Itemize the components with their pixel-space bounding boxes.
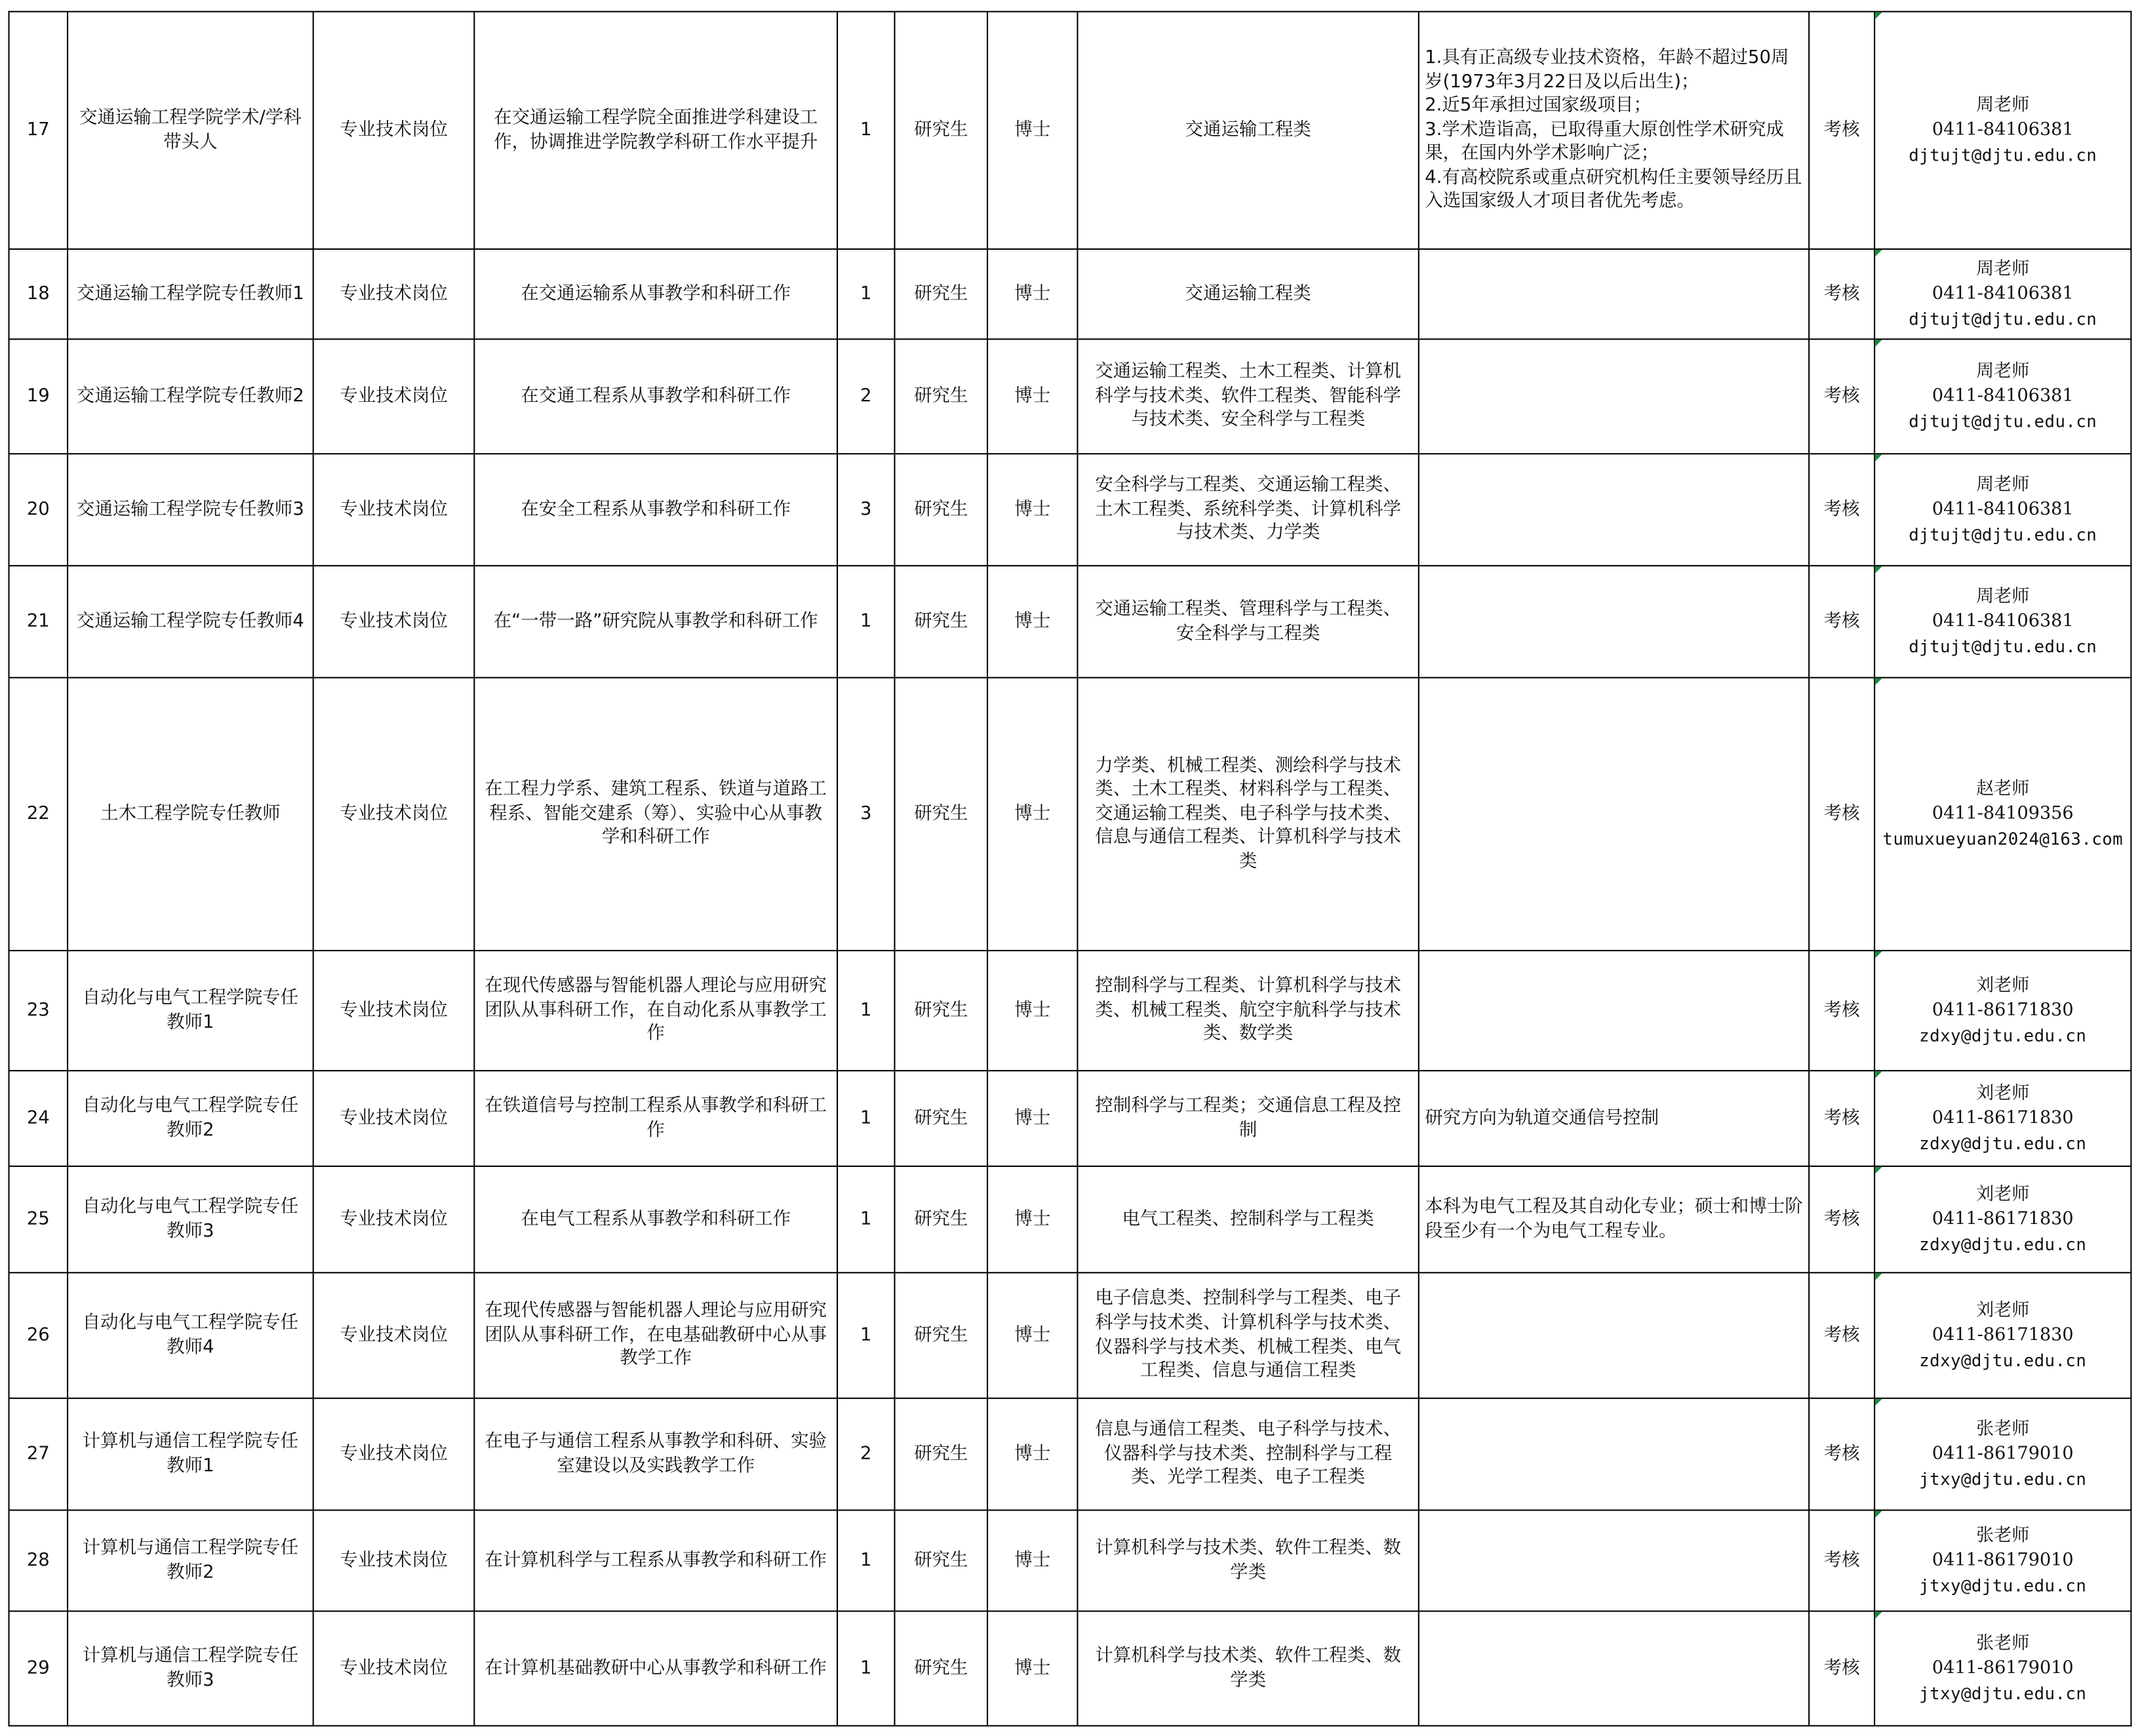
position-name-cell: 计算机与通信工程学院专任教师3	[68, 1611, 313, 1726]
requirements-cell	[1419, 339, 1809, 454]
education-cell: 研究生	[894, 1611, 987, 1726]
position-name-cell: 计算机与通信工程学院专任教师2	[68, 1510, 313, 1611]
seq-cell: 22	[9, 678, 68, 951]
contact-name: 张老师	[1976, 1525, 2030, 1546]
position-name-cell: 交通运输工程学院专任教师3	[68, 454, 313, 566]
method-cell: 考核	[1809, 1071, 1874, 1166]
requirement-item: 3.学术造诣高，已取得重大原创性学术研究成果，在国内外学术影响广泛；	[1425, 119, 1784, 165]
method-cell: 考核	[1809, 678, 1874, 951]
cell-comment-marker-icon	[1875, 566, 1882, 573]
table-row	[9, 12, 2131, 249]
contact-cell	[1874, 1071, 2131, 1166]
position-category-cell: 专业技术岗位	[313, 454, 475, 566]
cell-comment-marker-icon	[1875, 1511, 1882, 1518]
requirements-cell	[1419, 454, 1809, 566]
requirements-cell	[1419, 1071, 1809, 1166]
degree-cell: 博士	[987, 1166, 1077, 1272]
major-cell: 交通运输工程类、土木工程类、计算机科学与技术类、软件工程类、智能科学与技术类、安全科学与工程类	[1077, 339, 1418, 454]
position-category-cell: 专业技术岗位	[313, 1611, 475, 1726]
contact-email: jtxy@djtu.edu.cn	[1919, 1682, 2087, 1703]
position-name-cell: 计算机与通信工程学院专任教师1	[68, 1398, 313, 1510]
duties-cell: 在工程力学系、建筑工程系、铁道与道路工程系、智能交建系（筹）、实验中心从事教学和科研工作	[474, 678, 837, 951]
contact-email: djtujt@djtu.edu.cn	[1909, 410, 2097, 431]
degree-cell: 博士	[987, 1398, 1077, 1510]
position-category-cell: 专业技术岗位	[313, 249, 475, 339]
method-cell: 考核	[1809, 1272, 1874, 1398]
contact-name: 周老师	[1976, 361, 2030, 382]
contact-phone: 0411-84109356	[1932, 803, 2074, 824]
contact-phone: 0411-84106381	[1932, 119, 2074, 140]
contact-phone: 0411-86171830	[1932, 1208, 2074, 1229]
requirements-cell	[1419, 1611, 1809, 1726]
degree-cell: 博士	[987, 339, 1077, 454]
duties-cell: 在交通运输系从事教学和科研工作	[474, 249, 837, 339]
headcount-cell: 1	[837, 249, 894, 339]
method-cell: 考核	[1809, 249, 1874, 339]
education-cell: 研究生	[894, 951, 987, 1071]
major-cell: 安全科学与工程类、交通运输工程类、土木工程类、系统科学类、计算机科学与技术类、力学类	[1077, 454, 1418, 566]
seq-cell: 17	[9, 12, 68, 249]
contact-email: djtujt@djtu.edu.cn	[1909, 635, 2097, 656]
cell-comment-marker-icon	[1875, 340, 1882, 346]
method-cell: 考核	[1809, 12, 1874, 249]
position-category-cell: 专业技术岗位	[313, 1398, 475, 1510]
cell-comment-marker-icon	[1875, 454, 1882, 461]
table-row	[9, 339, 2131, 454]
headcount-cell: 3	[837, 454, 894, 566]
duties-cell: 在交通运输工程学院全面推进学科建设工作，协调推进学院教学科研工作水平提升	[474, 12, 837, 249]
position-category-cell: 专业技术岗位	[313, 1071, 475, 1166]
headcount-cell: 1	[837, 12, 894, 249]
position-category-cell: 专业技术岗位	[313, 566, 475, 678]
table-row	[9, 1166, 2131, 1272]
seq-cell: 20	[9, 454, 68, 566]
seq-cell: 26	[9, 1272, 68, 1398]
contact-phone: 0411-86179010	[1932, 1657, 2074, 1678]
position-category-cell: 专业技术岗位	[313, 1510, 475, 1611]
headcount-cell: 2	[837, 339, 894, 454]
method-cell: 考核	[1809, 1166, 1874, 1272]
position-name-cell: 交通运输工程学院专任教师4	[68, 566, 313, 678]
major-cell: 电子信息类、控制科学与工程类、电子科学与技术类、计算机科学与技术类、仪器科学与技术类、机械工程类、电气工程类、信息与通信工程类	[1077, 1272, 1418, 1398]
degree-cell: 博士	[987, 12, 1077, 249]
seq-cell: 24	[9, 1071, 68, 1166]
contact-phone: 0411-84106381	[1932, 610, 2074, 631]
major-cell: 力学类、机械工程类、测绘科学与技术类、土木工程类、材料科学与工程类、交通运输工程类、电子科学与技术类、信息与通信工程类、计算机科学与技术类	[1077, 678, 1418, 951]
method-cell: 考核	[1809, 1398, 1874, 1510]
duties-cell: 在计算机科学与工程系从事教学和科研工作	[474, 1510, 837, 1611]
contact-cell	[1874, 454, 2131, 566]
position-name-cell: 交通运输工程学院学术/学科带头人	[68, 12, 313, 249]
seq-cell: 25	[9, 1166, 68, 1272]
contact-phone: 0411-84106381	[1932, 385, 2074, 406]
requirements-cell	[1419, 566, 1809, 678]
contact-phone: 0411-86171830	[1932, 1107, 2074, 1128]
position-category-cell: 专业技术岗位	[313, 1166, 475, 1272]
major-cell: 交通运输工程类	[1077, 12, 1418, 249]
method-cell: 考核	[1809, 951, 1874, 1071]
duties-cell: 在电气工程系从事教学和科研工作	[474, 1166, 837, 1272]
education-cell: 研究生	[894, 566, 987, 678]
degree-cell: 博士	[987, 1611, 1077, 1726]
contact-cell	[1874, 1611, 2131, 1726]
contact-name: 刘老师	[1976, 975, 2030, 996]
requirement-item: 4.有高校院系或重点研究机构任主要领导经历且入选国家级人才项目者优先考虑。	[1425, 167, 1802, 212]
contact-email: jtxy@djtu.edu.cn	[1919, 1574, 2087, 1595]
contact-email: zdxy@djtu.edu.cn	[1919, 1233, 2087, 1254]
headcount-cell: 1	[837, 1166, 894, 1272]
position-category-cell: 专业技术岗位	[313, 12, 475, 249]
contact-name: 赵老师	[1976, 778, 2030, 799]
duties-cell: 在电子与通信工程系从事教学和科研、实验室建设以及实践教学工作	[474, 1398, 837, 1510]
cell-comment-marker-icon	[1875, 1612, 1882, 1619]
degree-cell: 博士	[987, 1071, 1077, 1166]
requirement-item: 2.近5年承担过国家级项目；	[1425, 95, 1652, 117]
contact-cell	[1874, 566, 2131, 678]
contact-email: djtujt@djtu.edu.cn	[1909, 307, 2097, 328]
degree-cell: 博士	[987, 951, 1077, 1071]
duties-cell: 在“一带一路”研究院从事教学和科研工作	[474, 566, 837, 678]
cell-comment-marker-icon	[1875, 12, 1882, 19]
headcount-cell: 1	[837, 1510, 894, 1611]
education-cell: 研究生	[894, 1510, 987, 1611]
education-cell: 研究生	[894, 1272, 987, 1398]
requirements-cell	[1419, 678, 1809, 951]
education-cell: 研究生	[894, 339, 987, 454]
position-category-cell: 专业技术岗位	[313, 339, 475, 454]
duties-cell: 在铁道信号与控制工程系从事教学和科研工作	[474, 1071, 837, 1166]
table-row	[9, 454, 2131, 566]
requirement-item: 研究方向为轨道交通信号控制	[1425, 1107, 1659, 1129]
education-cell: 研究生	[894, 678, 987, 951]
seq-cell: 19	[9, 339, 68, 454]
major-cell: 交通运输工程类、管理科学与工程类、安全科学与工程类	[1077, 566, 1418, 678]
contact-phone: 0411-86179010	[1932, 1443, 2074, 1464]
method-cell: 考核	[1809, 1510, 1874, 1611]
contact-cell	[1874, 249, 2131, 339]
requirement-item: 1.具有正高级专业技术资格，年龄不超过50周岁(1973年3月22日及以后出生)；	[1425, 47, 1789, 92]
contact-email: zdxy@djtu.edu.cn	[1919, 1024, 2087, 1045]
major-cell: 交通运输工程类	[1077, 249, 1418, 339]
cell-comment-marker-icon	[1875, 951, 1882, 958]
contact-email: djtujt@djtu.edu.cn	[1909, 523, 2097, 544]
table-row	[9, 678, 2131, 951]
contact-cell	[1874, 1510, 2131, 1611]
seq-cell: 18	[9, 249, 68, 339]
contact-cell	[1874, 678, 2131, 951]
degree-cell: 博士	[987, 249, 1077, 339]
table-row	[9, 1510, 2131, 1611]
cell-comment-marker-icon	[1875, 679, 1882, 685]
contact-name: 张老师	[1976, 1419, 2030, 1440]
seq-cell: 21	[9, 566, 68, 678]
contact-name: 周老师	[1976, 94, 2030, 115]
duties-cell: 在交通工程系从事教学和科研工作	[474, 339, 837, 454]
contact-cell	[1874, 1398, 2131, 1510]
education-cell: 研究生	[894, 1398, 987, 1510]
headcount-cell: 1	[837, 951, 894, 1071]
requirements-cell	[1419, 1272, 1809, 1398]
requirement-item: 本科为电气工程及其自动化专业；硕士和博士阶段至少有一个为电气工程专业。	[1425, 1196, 1803, 1242]
major-cell: 计算机科学与技术类、软件工程类、数学类	[1077, 1510, 1418, 1611]
duties-cell: 在现代传感器与智能机器人理论与应用研究团队从事科研工作，在自动化系从事教学工作	[474, 951, 837, 1071]
contact-cell	[1874, 1166, 2131, 1272]
cell-comment-marker-icon	[1875, 1071, 1882, 1078]
contact-phone: 0411-84106381	[1932, 498, 2074, 520]
contact-name: 周老师	[1976, 474, 2030, 495]
position-category-cell: 专业技术岗位	[313, 951, 475, 1071]
contact-name: 刘老师	[1976, 1299, 2030, 1321]
position-name-cell: 自动化与电气工程学院专任教师2	[68, 1071, 313, 1166]
degree-cell: 博士	[987, 566, 1077, 678]
major-cell: 电气工程类、控制科学与工程类	[1077, 1166, 1418, 1272]
method-cell: 考核	[1809, 454, 1874, 566]
major-cell: 信息与通信工程类、电子科学与技术、仪器科学与技术类、控制科学与工程类、光学工程类、电子工程类	[1077, 1398, 1418, 1510]
contact-email: tumuxueyuan2024@163.com	[1882, 827, 2124, 848]
degree-cell: 博士	[987, 1272, 1077, 1398]
recruitment-table	[8, 11, 2131, 1727]
position-category-cell: 专业技术岗位	[313, 678, 475, 951]
headcount-cell: 1	[837, 1272, 894, 1398]
education-cell: 研究生	[894, 249, 987, 339]
table-row	[9, 566, 2131, 678]
table-row	[9, 249, 2131, 339]
contact-name: 刘老师	[1976, 1183, 2030, 1205]
headcount-cell: 1	[837, 1071, 894, 1166]
position-name-cell: 自动化与电气工程学院专任教师4	[68, 1272, 313, 1398]
contact-email: zdxy@djtu.edu.cn	[1919, 1349, 2087, 1370]
contact-name: 周老师	[1976, 586, 2030, 607]
seq-cell: 27	[9, 1398, 68, 1510]
contact-name: 刘老师	[1976, 1082, 2030, 1104]
major-cell: 控制科学与工程类、计算机科学与技术类、机械工程类、航空宇航科学与技术类、数学类	[1077, 951, 1418, 1071]
position-name-cell: 自动化与电气工程学院专任教师1	[68, 951, 313, 1071]
table-row	[9, 1611, 2131, 1726]
seq-cell: 28	[9, 1510, 68, 1611]
table-row	[9, 1272, 2131, 1398]
contact-email: zdxy@djtu.edu.cn	[1919, 1132, 2087, 1153]
education-cell: 研究生	[894, 1071, 987, 1166]
contact-phone: 0411-84106381	[1932, 283, 2074, 304]
requirements-cell	[1419, 951, 1809, 1071]
degree-cell: 博士	[987, 454, 1077, 566]
major-cell: 计算机科学与技术类、软件工程类、数学类	[1077, 1611, 1418, 1726]
headcount-cell: 3	[837, 678, 894, 951]
method-cell: 考核	[1809, 566, 1874, 678]
duties-cell: 在安全工程系从事教学和科研工作	[474, 454, 837, 566]
table-row	[9, 1398, 2131, 1510]
education-cell: 研究生	[894, 454, 987, 566]
method-cell: 考核	[1809, 1611, 1874, 1726]
method-cell: 考核	[1809, 339, 1874, 454]
contact-cell	[1874, 12, 2131, 249]
requirements-cell	[1419, 12, 1809, 249]
cell-comment-marker-icon	[1875, 1399, 1882, 1406]
seq-cell: 29	[9, 1611, 68, 1726]
contact-phone: 0411-86171830	[1932, 1324, 2074, 1345]
requirements-cell	[1419, 1166, 1809, 1272]
major-cell: 控制科学与工程类；交通信息工程及控制	[1077, 1071, 1418, 1166]
contact-email: djtujt@djtu.edu.cn	[1909, 144, 2097, 165]
degree-cell: 博士	[987, 1510, 1077, 1611]
position-name-cell: 土木工程学院专任教师	[68, 678, 313, 951]
headcount-cell: 2	[837, 1398, 894, 1510]
requirements-cell	[1419, 1398, 1809, 1510]
position-name-cell: 自动化与电气工程学院专任教师3	[68, 1166, 313, 1272]
position-name-cell: 交通运输工程学院专任教师2	[68, 339, 313, 454]
table-row	[9, 1071, 2131, 1166]
cell-comment-marker-icon	[1875, 1167, 1882, 1174]
requirements-cell	[1419, 1510, 1809, 1611]
contact-cell	[1874, 1272, 2131, 1398]
table-row	[9, 951, 2131, 1071]
degree-cell: 博士	[987, 678, 1077, 951]
cell-comment-marker-icon	[1875, 250, 1882, 256]
education-cell: 研究生	[894, 1166, 987, 1272]
contact-phone: 0411-86171830	[1932, 999, 2074, 1021]
headcount-cell: 1	[837, 566, 894, 678]
duties-cell: 在现代传感器与智能机器人理论与应用研究团队从事科研工作，在电基础教研中心从事教学工作	[474, 1272, 837, 1398]
requirements-cell	[1419, 249, 1809, 339]
headcount-cell: 1	[837, 1611, 894, 1726]
position-name-cell: 交通运输工程学院专任教师1	[68, 249, 313, 339]
contact-name: 周老师	[1976, 258, 2030, 279]
contact-name: 张老师	[1976, 1632, 2030, 1654]
seq-cell: 23	[9, 951, 68, 1071]
education-cell: 研究生	[894, 12, 987, 249]
contact-email: jtxy@djtu.edu.cn	[1919, 1467, 2087, 1489]
duties-cell: 在计算机基础教研中心从事教学和科研工作	[474, 1611, 837, 1726]
contact-phone: 0411-86179010	[1932, 1549, 2074, 1571]
contact-cell	[1874, 339, 2131, 454]
contact-cell	[1874, 951, 2131, 1071]
cell-comment-marker-icon	[1875, 1273, 1882, 1280]
position-category-cell: 专业技术岗位	[313, 1272, 475, 1398]
